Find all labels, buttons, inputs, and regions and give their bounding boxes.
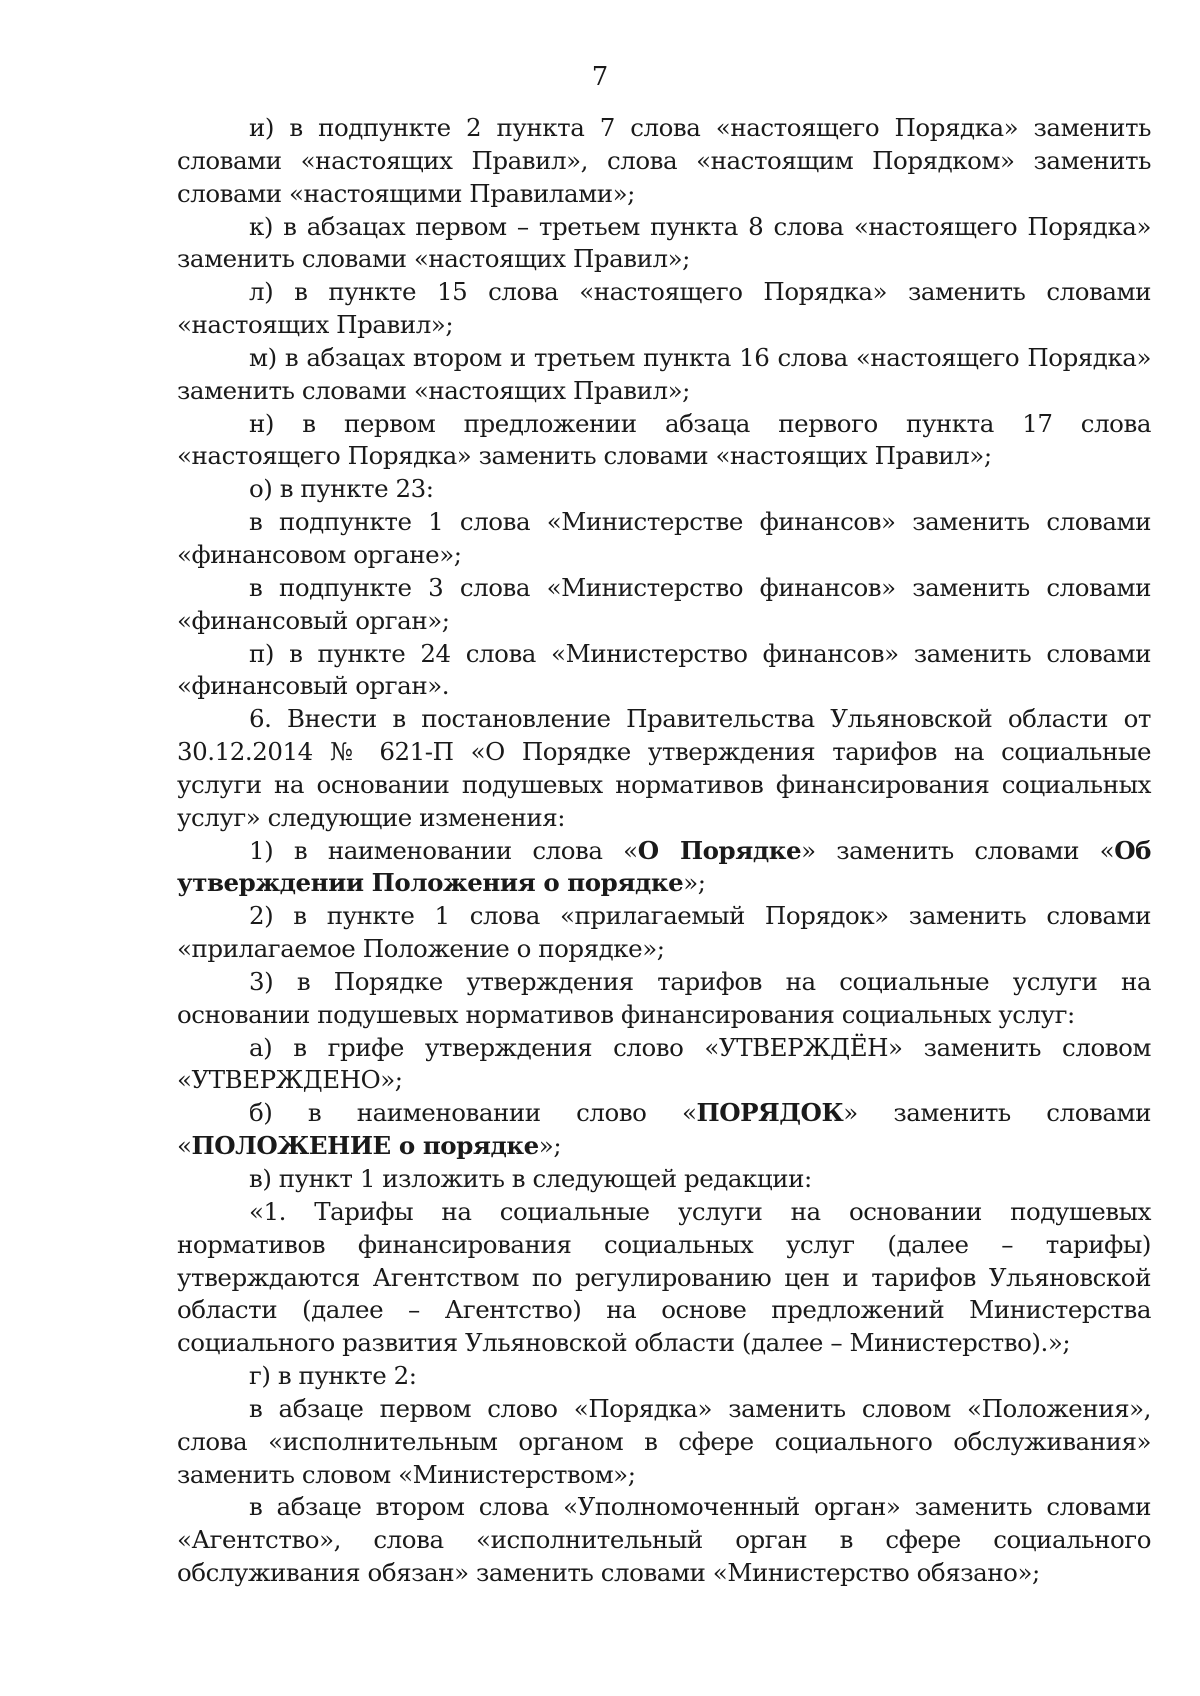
item-1-bold-old: О Порядке (637, 835, 802, 865)
item-1-post: »; (683, 868, 706, 898)
paragraph-m: м) в абзацах втором и третьем пункта 16 слова «настоящего Порядка» заменить словами «настоящих Правил»; (177, 342, 1151, 405)
section-6-item-3a: а) в грифе утверждения слово «УТВЕРЖДЁН» заменить словом «УТВЕРЖДЕНО»; (177, 1032, 1151, 1095)
section-6-item-2: 2) в пункте 1 слова «прилагаемый Порядок» заменить словами «прилагаемое Положение о порядке»; (177, 901, 1151, 964)
item-1-bold-new: Об утверждении Положения о порядке (177, 835, 1151, 898)
section-6-item-3b (177, 1097, 1151, 1163)
section-6-item-3g-paragraph-1: в абзаце первом слово «Порядка» заменить словом «Положения», слова «исполнительным органом в сфере социального обслуживания» заменить словом «Министерством»; (177, 1393, 1151, 1489)
paragraph-n: н) в первом предложении абзаца первого пункта 17 слова «настоящего Порядка» заменить словами «настоящих Правил»; (177, 408, 1151, 471)
item-3b-pre: б) в наименовании слово « (249, 1098, 697, 1128)
section-6-item-3v: в) пункт 1 изложить в следующей редакции: (249, 1164, 812, 1193)
item-3b-mid: » заменить словами « (177, 1098, 1151, 1161)
item-3b-post: »; (538, 1131, 562, 1161)
section-6-item-3g-paragraph-2: в абзаце втором слова «Уполномоченный орган» заменить словами «Агентство», слова «исполнительный орган в сфере социального обслуживания обязан» заменить словами «Министерство обязано»; (177, 1492, 1151, 1588)
item-1-mid: » заменить словами « (801, 835, 1115, 865)
paragraph-o-subitem-3: в подпункте 3 слова «Министерство финансов» заменить словами «финансовый орган»; (177, 572, 1151, 635)
paragraph-o-subitem-1: в подпункте 1 слова «Министерстве финансов» заменить словами «финансовом органе»; (177, 507, 1151, 569)
document-body (177, 112, 1151, 1590)
paragraph-o: о) в пункте 23: (249, 474, 434, 504)
paragraph-l: л) в пункте 15 слова «настоящего Порядка» заменить словами «настоящих Правил»; (177, 277, 1151, 340)
section-6-item-1 (177, 835, 1151, 901)
item-3b-bold-new: ПОЛОЖЕНИЕ о порядке (191, 1131, 539, 1161)
item-1-pre: 1) в наименовании слова « (249, 835, 638, 865)
section-6-item-3g: г) в пункте 2: (249, 1361, 417, 1391)
paragraph-i: и) в подпункте 2 пункта 7 слова «настоящего Порядка» заменить словами «настоящих Правил», слова «настоящим Порядком» заменить словами «настоящими Правилами»; (177, 113, 1151, 208)
page-number: 7 (591, 62, 609, 92)
paragraph-k: к) в абзацах первом – третьем пункта 8 слова «настоящего Порядка» заменить словами «настоящих Правил»; (177, 211, 1151, 274)
section-6-item-3: 3) в Порядке утверждения тарифов на социальные услуги на основании подушевых нормативов финансирования социальных услуг: (177, 966, 1151, 1029)
section-6-intro: 6. Внести в постановление Правительства Ульяновской области от 30.12.2014 № 621-П «О Порядке утверждения тарифов на социальные услуги на основании подушевых нормативов финансирования социальных услуг» следующие изменения: (177, 704, 1151, 832)
section-6-item-3v-quote: «1. Тарифы на социальные услуги на основании подушевых нормативов финансирования социальных услуг (далее – тарифы) утверждаются Агентством по регулированию цен и тарифов Ульяновской области (далее – Агентство) на основе предложений Министерства социального развития Ульяновской области (далее – Министерство).»; (177, 1196, 1151, 1358)
paragraph-p: п) в пункте 24 слова «Министерство финансов» заменить словами «финансовый орган». (177, 638, 1151, 701)
item-3b-bold-old: ПОРЯДОК (696, 1098, 844, 1128)
